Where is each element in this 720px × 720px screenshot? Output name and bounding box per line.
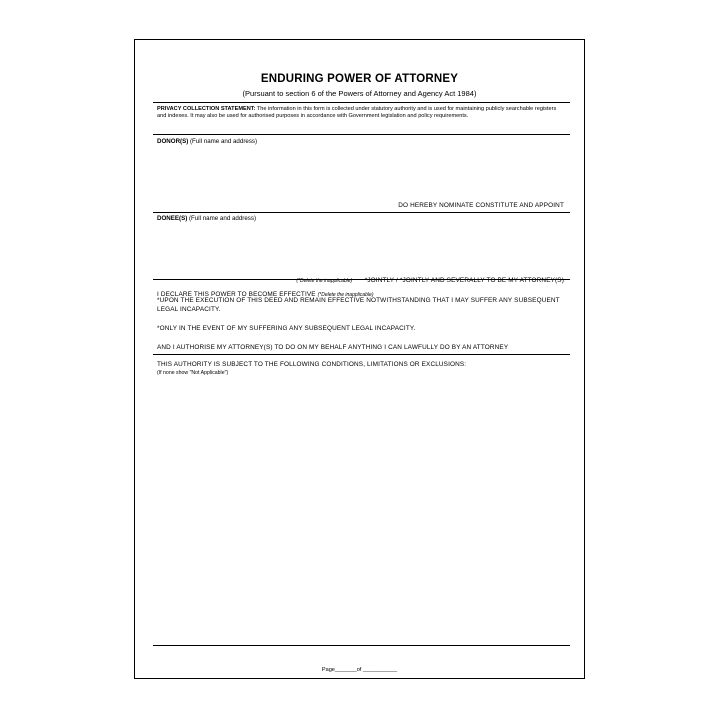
- donee-label-text: DONEE(S): [157, 215, 188, 222]
- divider: [153, 645, 570, 646]
- document-subtitle: (Pursuant to section 6 of the Powers of Attorney and Agency Act 1984): [242, 89, 477, 98]
- donee-note: (Full name and address): [187, 215, 257, 222]
- divider: [153, 102, 570, 103]
- page-footer: Page_______of ___________: [321, 667, 398, 673]
- donor-field[interactable]: [157, 146, 567, 198]
- jointly-text: *JOINTLY / *JOINTLY AND SEVERALLY TO BE MY ATTORNEY(S): [364, 277, 564, 284]
- donor-note: (Full name and address): [188, 138, 258, 145]
- divider: [153, 134, 570, 135]
- option-incapacity: *ONLY IN THE EVENT OF MY SUFFERING ANY SUBSEQUENT LEGAL INCAPACITY.: [157, 325, 416, 332]
- option-execution: *UPON THE EXECUTION OF THIS DEED AND REMAIN EFFECTIVE NOTWITHSTANDING THAT I MAY SUFFER ANY SUBSEQUENT LEGAL INCAPACITY.: [157, 297, 560, 313]
- effective-delete-note: (*Delete the inapplicable): [317, 292, 374, 298]
- conditions-text: THIS AUTHORITY IS SUBJECT TO THE FOLLOWING CONDITIONS, LIMITATIONS OR EXCLUSIONS:: [157, 361, 467, 368]
- donor-label-text: DONOR(S): [157, 138, 189, 145]
- donor-label: [157, 138, 257, 145]
- donee-field[interactable]: [157, 223, 567, 267]
- donee-label: [157, 215, 256, 222]
- effective-text: I DECLARE THIS POWER TO BECOME EFFECTIVE: [157, 291, 318, 298]
- authorise-text: AND I AUTHORISE MY ATTORNEY(S) TO DO ON MY BEHALF ANYTHING I CAN LAWFULLY DO BY AN ATTORNEY: [157, 344, 509, 351]
- divider: [153, 354, 570, 355]
- privacy-heading: PRIVACY COLLECTION STATEMENT:: [157, 106, 256, 112]
- nominate-text: DO HEREBY NOMINATE CONSTITUTE AND APPOINT: [398, 202, 564, 209]
- jointly-delete-note: (*Delete the inapplicable): [296, 278, 353, 284]
- divider: [153, 212, 570, 213]
- privacy-body: The information in this form is collected under statutory authority and is used for maintaining publicly searchable registers and indexes. It may also be used for authorised purposes in accordance with Government legislation and policy requirements.: [157, 106, 557, 119]
- conditions-note: (If none show "Not Applicable"): [157, 370, 229, 376]
- document-title: ENDURING POWER OF ATTORNEY: [260, 73, 459, 85]
- divider: [153, 279, 570, 280]
- form-page: [134, 39, 585, 679]
- conditions-field[interactable]: [157, 380, 567, 640]
- privacy-statement: [157, 106, 567, 120]
